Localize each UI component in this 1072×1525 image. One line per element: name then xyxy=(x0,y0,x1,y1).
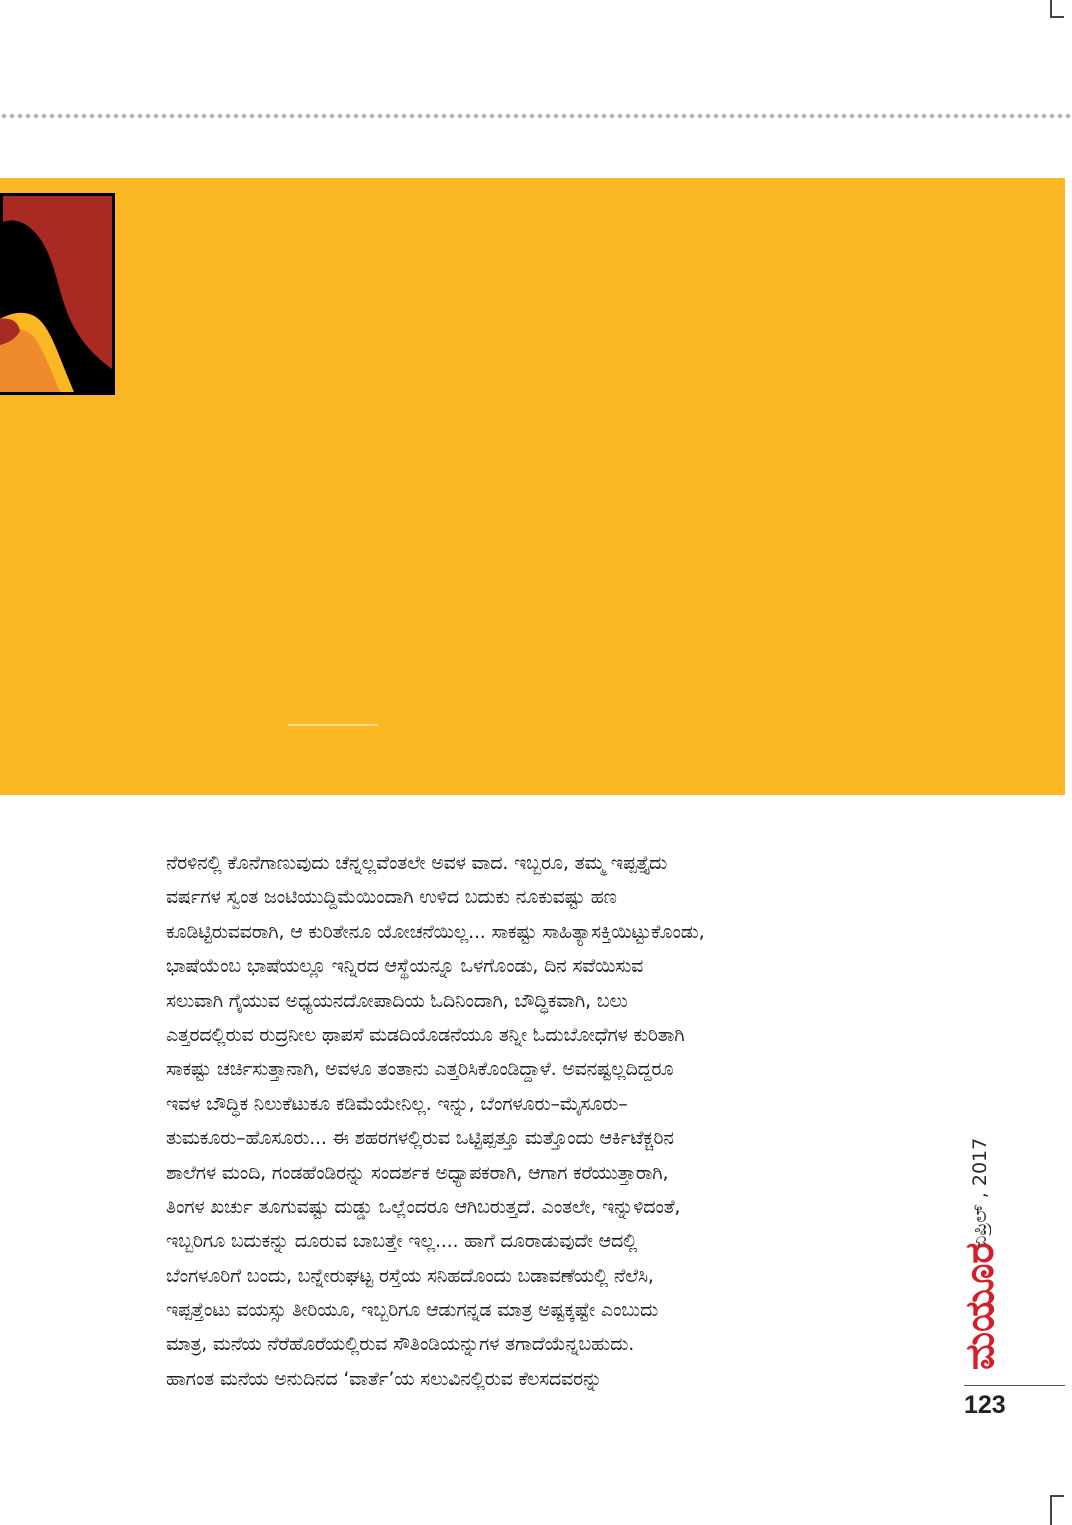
article-line: ಶಾಲೆಗಳ ಮಂದಿ, ಗಂಡಹೆಂಡಿರನ್ನು ಸಂದರ್ಶಕ ಅಧ್ಯಾಪಕರಾಗಿ, ಆಗಾಗ ಕರೆಯುತ್ತಾರಾಗಿ, xyxy=(166,1161,669,1184)
article-line: ವರ್ಷಗಳ ಸ್ವಂತ ಜಂಟಿಯುದ್ದಿಮೆಯಿಂದಾಗಿ ಉಳಿದ ಬದುಕು ನೂಕುವಷ್ಟು ಹಣ xyxy=(166,886,617,909)
article-line: ಕೂಡಿಟ್ಟಿರುವವರಾಗಿ, ಆ ಕುರಿತೇನೂ ಯೋಚನೆಯಿಲ್ಲ... ಸಾಕಷ್ಟು ಸಾಹಿತ್ಯಾಸಕ್ತಿಯಿಟ್ಟುಕೊಂಡು, xyxy=(166,920,705,943)
article-line: ಇವಳ ಬೌದ್ಧಿಕ ನಿಲುಕೆಟುಕೂ ಕಡಿಮೆಯೇನಿಲ್ಲ. ಇನ್ನು, ಬೆಂಗಳೂರು–ಮೈಸೂರು– xyxy=(166,1092,628,1115)
article-body xyxy=(166,846,926,1396)
article-line: ಸಾಕಷ್ಟು ಚರ್ಚಿಸುತ್ತಾನಾಗಿ, ಅವಳೂ ತಂತಾನು ಎತ್ತರಿಸಿಕೊಂಡಿದ್ದಾಳೆ. ಅವನಷ್ಟಲ್ಲದಿದ್ದರೂ xyxy=(166,1058,674,1081)
article-line: ನೆರಳಿನಲ್ಲಿ ಕೊನೆಗಾಣುವುದು ಚೆನ್ನಲ್ಲವೆಂತಲೇ ಅವಳ ವಾದ. ಇಬ್ಬರೂ, ತಮ್ಮ ಇಪ್ಪತ್ತೈದು xyxy=(166,852,668,874)
article-line: ಮಾತ್ರ, ಮನೆಯ ನೆರೆಹೊರೆಯಲ್ಲಿರುವ ಸೌತಿಂಡಿಯನ್ನುಗಳ ತಗಾದೆಯೆನ್ನಬಹುದು. xyxy=(166,1333,635,1356)
crop-mark-top-right xyxy=(1050,0,1064,18)
magazine-logo: ಮಯೂರ xyxy=(957,1242,1003,1370)
article-line: ಸಲುವಾಗಿ ಗೈಯುವ ಅಧ್ಯಯನದೋಪಾದಿಯ ಓದಿನಿಂದಾಗಿ, ಬೌದ್ಧಿಕವಾಗಿ, ಬಲು xyxy=(166,989,628,1012)
banner-faint-mark xyxy=(288,724,378,726)
article-line: ಬೆಂಗಳೂರಿಗೆ ಬಂದು, ಬನ್ನೇರುಘಟ್ಟ ರಸ್ತೆಯ ಸನಿಹದೊಂದು ಬಡಾವಣೆಯಲ್ಲಿ ನೆಲೆಸಿ, xyxy=(166,1264,654,1287)
article-line: ಎತ್ತರದಲ್ಲಿರುವ ರುದ್ರನೀಲ ಥಾಪಸೆ ಮಡದಿಯೊಡನೆಯೂ ತನ್ನೀ ಓದುಬೋಧೆಗಳ ಕುರಿತಾಗಿ xyxy=(166,1023,685,1046)
dotted-rule xyxy=(0,113,1072,119)
illustration-banner xyxy=(0,178,1065,795)
page-number: 123 xyxy=(964,1391,1006,1419)
article-line: ಇಬ್ಬರಿಗೂ ಬದುಕನ್ನು ದೂರುವ ಬಾಬತ್ತೇ ಇಲ್ಲ.... ಹಾಗೆ ದೂರಾಡುವುದೇ ಆದಲ್ಲಿ xyxy=(166,1230,638,1253)
article-line: ಇಪ್ಪತ್ತೆಂಟು ವಯಸ್ಸು ತೀರಿಯೂ, ಇಬ್ಬರಿಗೂ ಆಡುಗನ್ನಡ ಮಾತ್ರ ಅಷ್ಟಕ್ಕಷ್ಟೇ ಎಂಬುದು xyxy=(166,1299,659,1322)
running-footer-vertical xyxy=(955,1108,1005,1370)
article-line: ತುಮಕೂರು–ಹೊಸೂರು... ಈ ಶಹರಗಳಲ್ಲಿರುವ ಒಟ್ಟಿಪ್ಪತ್ತೂ ಮತ್ತೊಂದು ಆರ್ಕಿಟೆಕ್ಚರಿನ xyxy=(166,1127,674,1150)
crop-mark-bottom-right xyxy=(1050,1495,1064,1525)
article-line: ಹಾಗಂತ ಮನೆಯ ಅನುದಿನದ ‘ವಾರ್ತೆ’ಯ ಸಲುವಿನಲ್ಲಿರುವ ಕೆಲಸದವರನ್ನು xyxy=(166,1367,602,1390)
article-line: ಭಾಷೆಯೆಂಬ ಭಾಷೆಯಲ್ಲೂ ಇನ್ನಿರದ ಆಸ್ಥೆಯನ್ನೂ ಒಳಗೊಂಡು, ದಿನ ಸವೆಯಿಸುವ xyxy=(166,955,644,978)
illustration-artwork xyxy=(0,193,115,395)
issue-date: ಏಪ್ರಿಲ್ , 2017 xyxy=(969,1137,991,1248)
article-line: ತಿಂಗಳ ಖರ್ಚು ತೂಗುವಷ್ಟು ದುಡ್ಡು ಒಲ್ಲೆಂದರೂ ಆಗಿಬರುತ್ತದೆ. ಎಂತಲೇ, ಇನ್ನುಳಿದಂತೆ, xyxy=(166,1195,681,1218)
page-number-rule xyxy=(964,1385,1065,1386)
